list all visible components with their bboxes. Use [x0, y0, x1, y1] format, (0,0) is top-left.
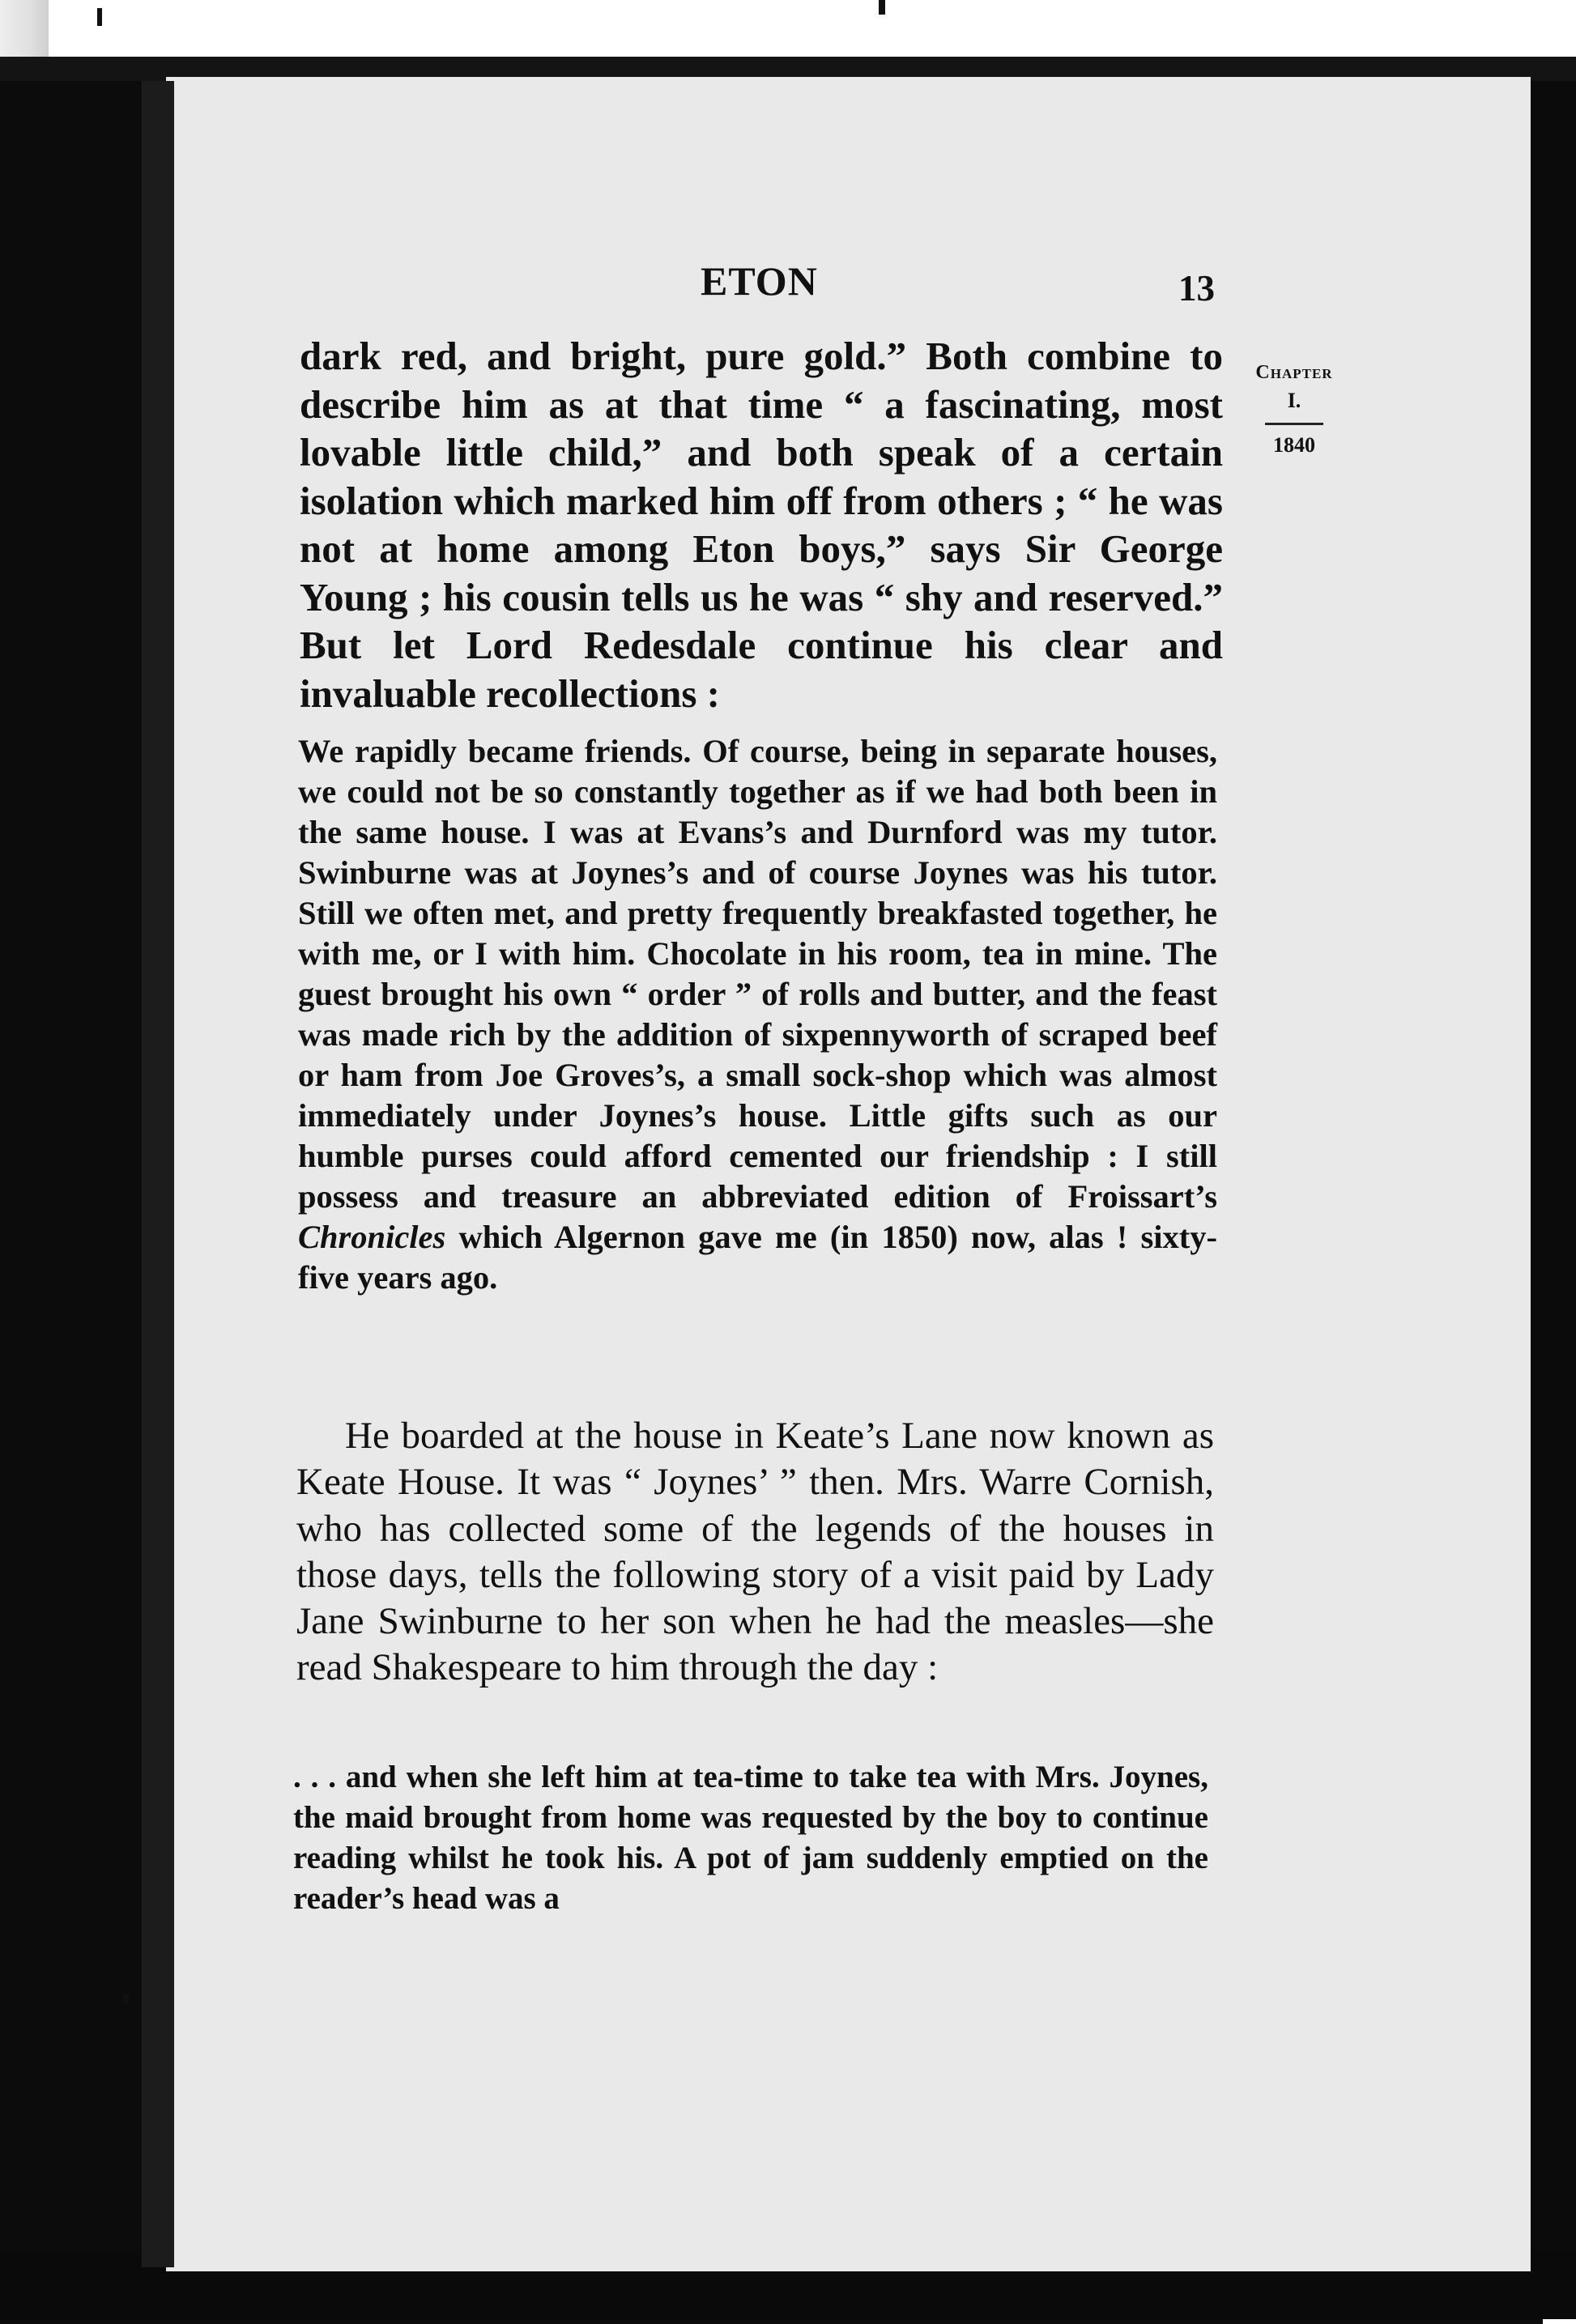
running-head: ETON: [701, 258, 818, 304]
body-paragraph-1: dark red, and bright, pure gold.” Both combine to describe him as at that time “ a fascinating, most lovable little child,” and both speak of a certain isolation which marked him off from others ; “ he was not at home among Eton boys,” says Sir George Young ; his cousin tells us he was “ shy and reserved.” But let Lord Redesdale continue his clear and invaluable recollections :: [300, 334, 1223, 716]
block-quote-cornish: . . . and when she left him at tea-time to take tea with Mrs. Joynes, the maid brought from home was requested by the boy to continue reading whilst he took his. A pot of jam suddenly emptied on the reader’s head was a: [293, 1760, 1208, 1916]
chapter-sidenote: [1229, 363, 1359, 456]
book-title: Chronicles: [298, 1219, 446, 1255]
scan-speck: [879, 0, 885, 15]
chapter-number: I.: [1287, 389, 1301, 412]
quote-text-before-title: We rapidly became friends. Of course, being in separate houses, we could not be so constantly together as if we had both been in the same house. I was at Evans’s and Durnford was my tutor. Swinburne was at Joynes’s and of course Joynes was his tutor. Still we often met, and pretty frequently breakfasted together, he with me, or I with him. Chocolate in his room, tea in mine. The guest brought his own “ order ” of rolls and butter, and the feast was made rich by the addition of sixpennyworth of scraped beef or ham from Joe Groves’s, a small sock-shop which was almost immediately under Joynes’s house. Little gifts such as our humble purses could afford cemented our friendship : I still possess and treasure an abbreviated edition of Froissart’s: [298, 733, 1217, 1215]
binding-gutter: [142, 81, 174, 2267]
body-paragraph-2: He boarded at the house in Keate’s Lane now known as Keate House. It was “ Joynes’ ” then. Mrs. Warre Cornish, who has collected some of the legends of the houses in those days, tells the following story of a visit paid by Lady Jane Swinburne to her son when he had the measles—she read Shakespeare to him through the day :: [296, 1415, 1214, 1689]
scan-speck: [123, 1994, 129, 2003]
chapter-label: Chapter: [1255, 362, 1333, 383]
page-number: 13: [1178, 268, 1215, 309]
sidenote-year: 1840: [1273, 433, 1315, 457]
quote-text-after-title: which Algernon gave me (in 1850) now, alas ! sixty-five years ago.: [298, 1219, 1217, 1296]
block-quote-redesdale: [298, 731, 1217, 1298]
scan-right-edge: [1527, 81, 1576, 2267]
scan-speck: [97, 8, 102, 26]
sidenote-rule: [1265, 423, 1323, 425]
